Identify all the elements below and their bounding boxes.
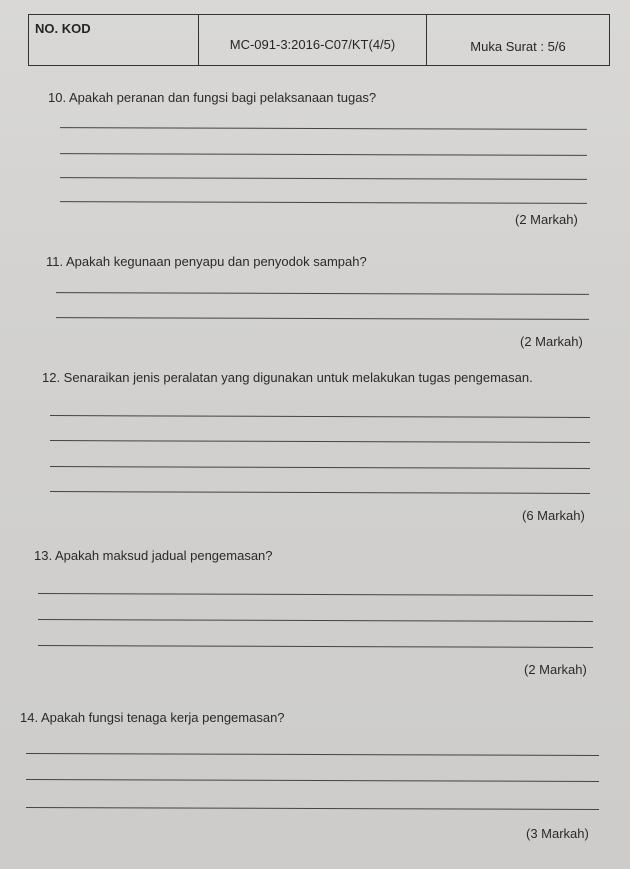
answer-line: [26, 753, 599, 756]
question-10: 10. Apakah peranan dan fungsi bagi pelaksanaan tugas?: [48, 90, 377, 105]
question-11: 11. Apakah kegunaan penyapu dan penyodok sampah?: [46, 254, 367, 269]
answer-line: [38, 619, 593, 622]
answer-line: [50, 491, 590, 494]
marks-q11: (2 Markah): [520, 334, 583, 349]
answer-line: [38, 645, 593, 648]
answer-line: [60, 127, 587, 130]
answer-line: [26, 779, 599, 782]
answer-line: [50, 415, 590, 418]
page-number: Muka Surat : 5/6: [470, 39, 566, 54]
marks-q12: (6 Markah): [522, 508, 585, 523]
question-12: 12. Senaraikan jenis peralatan yang digunakan untuk melakukan tugas pengemasan.: [42, 370, 533, 385]
code-label: NO. KOD: [29, 15, 199, 65]
answer-line: [56, 292, 589, 295]
answer-line: [26, 807, 599, 810]
header-table: [28, 14, 610, 66]
answer-line: [60, 177, 587, 180]
question-13: 13. Apakah maksud jadual pengemasan?: [34, 548, 273, 563]
marks-q13: (2 Markah): [524, 662, 587, 677]
answer-line: [56, 317, 589, 320]
answer-line: [50, 466, 590, 469]
question-14: 14. Apakah fungsi tenaga kerja pengemasan?: [20, 710, 285, 725]
course-reference: MC-091-3:2016-C07/KT(4/5): [199, 15, 427, 65]
answer-line: [60, 201, 587, 204]
marks-q14: (3 Markah): [526, 826, 589, 841]
answer-line: [60, 153, 587, 156]
marks-q10: (2 Markah): [515, 212, 578, 227]
answer-line: [38, 593, 593, 596]
answer-line: [50, 440, 590, 443]
